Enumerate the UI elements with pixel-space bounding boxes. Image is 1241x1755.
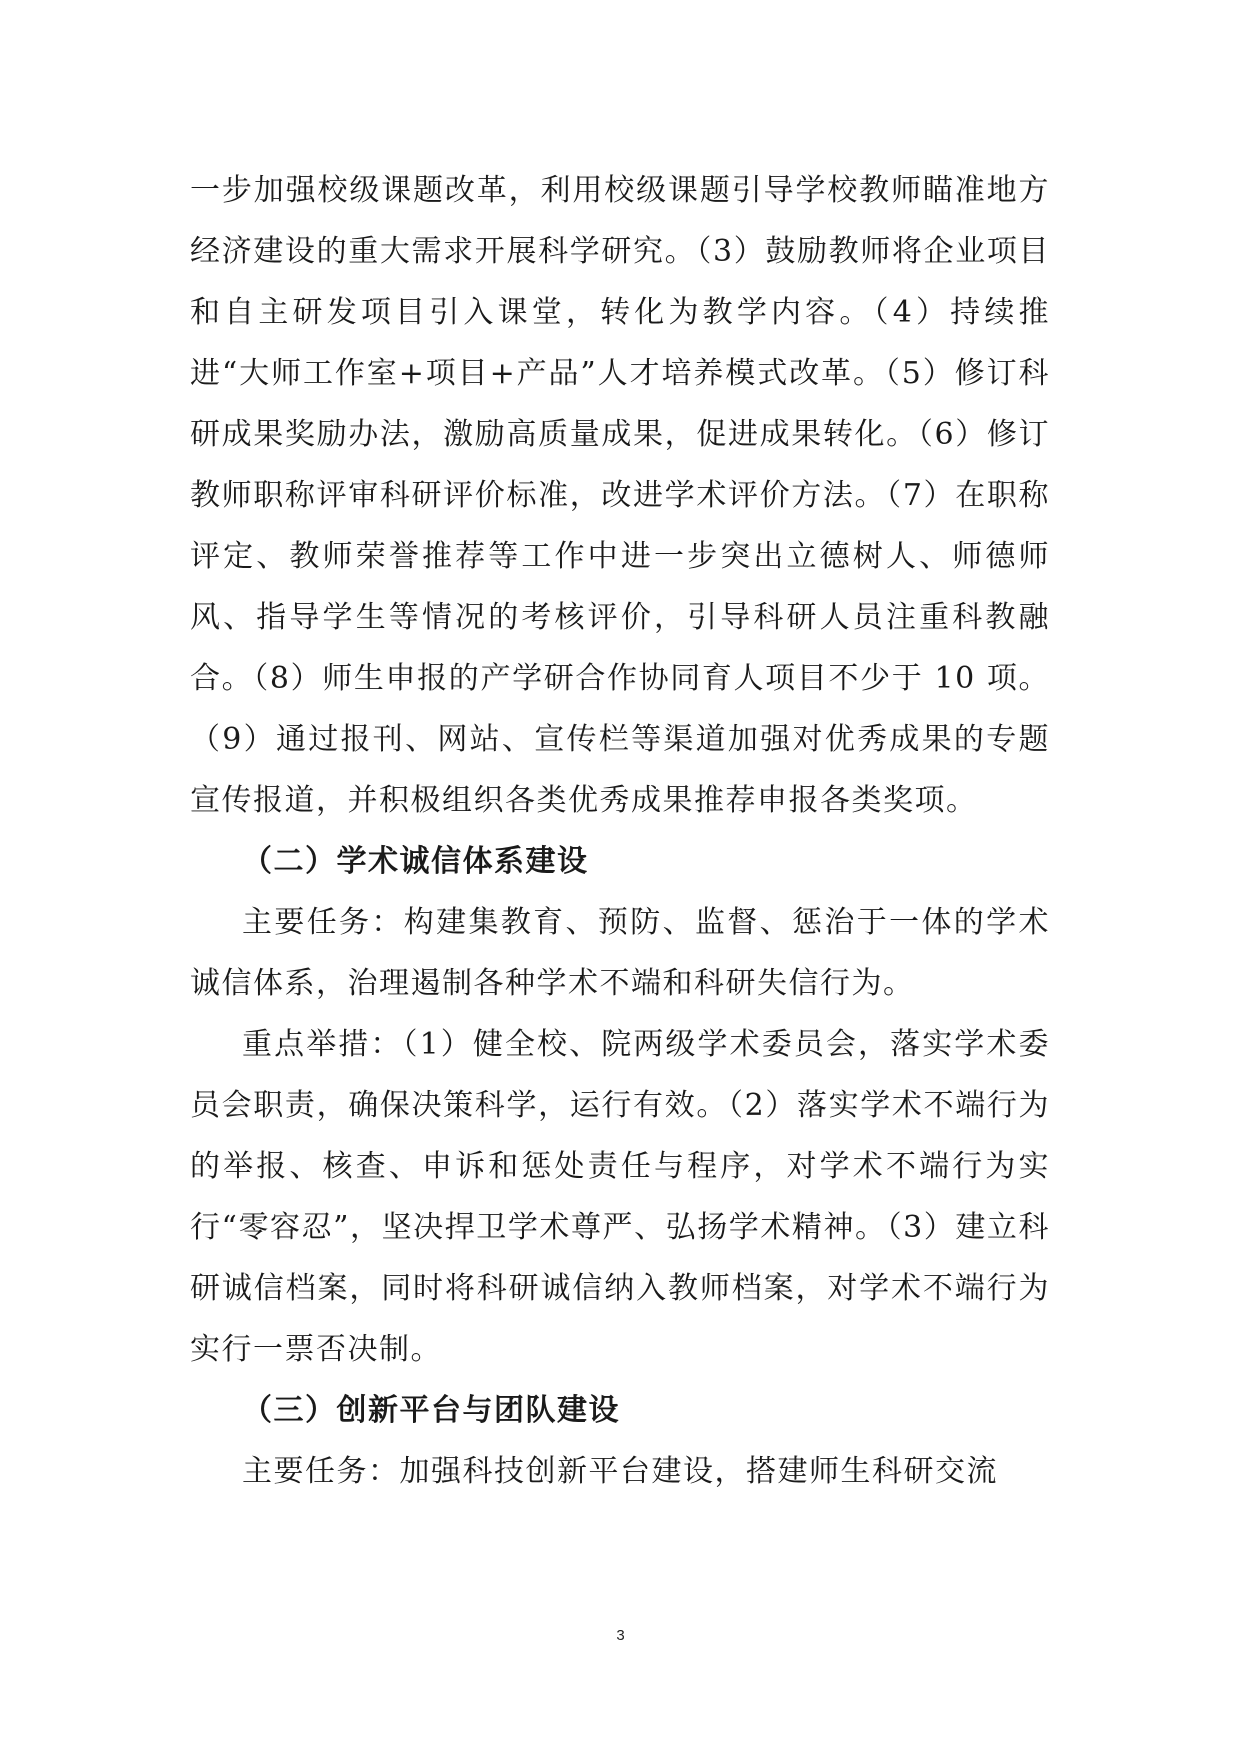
paragraph-main-task-integrity: 主要任务：构建集教育、预防、监督、惩治于一体的学术诚信体系，治理遏制各种学术不端和科研失信行为。	[190, 905, 1050, 1001]
section-heading-academic-integrity: （二）学术诚信体系建设	[242, 844, 589, 879]
paragraph-main-task-platform: 主要任务：加强科技创新平台建设，搭建师生科研交流	[242, 1454, 998, 1489]
document-body	[190, 160, 1050, 1502]
paragraph-continuation: 一步加强校级课题改革，利用校级课题引导学校教师瞄准地方经济建设的重大需求开展科学研究。（3）鼓励教师将企业项目和自主研发项目引入课堂，转化为教学内容。（4）持续推进“大师工作室+项目+产品”人才培养模式改革。（5）修订科研成果奖励办法，激励高质量成果，促进成果转化。（6）修订教师职称评审科研评价标准，改进学术评价方法。（7）在职称评定、教师荣誉推荐等工作中进一步突出立德树人、师德师风、指导学生等情况的考核评价，引导科研人员注重科教融合。（8）师生申报的产学研合作协同育人项目不少于 10 项。（9）通过报刊、网站、宣传栏等渠道加强对优秀成果的专题宣传报道，并积极组织各类优秀成果推荐申报各类奖项。	[190, 173, 1050, 818]
page-number: 3	[616, 1627, 625, 1644]
section-heading-innovation-platform: （三）创新平台与团队建设	[242, 1393, 620, 1428]
paragraph-key-measures-integrity: 重点举措：（1）健全校、院两级学术委员会，落实学术委员会职责，确保决策科学，运行有效。（2）落实学术不端行为的举报、核查、申诉和惩处责任与程序，对学术不端行为实行“零容忍”，坚决捍卫学术尊严、弘扬学术精神。（3）建立科研诚信档案，同时将科研诚信纳入教师档案，对学术不端行为实行一票否决制。	[190, 1027, 1050, 1367]
